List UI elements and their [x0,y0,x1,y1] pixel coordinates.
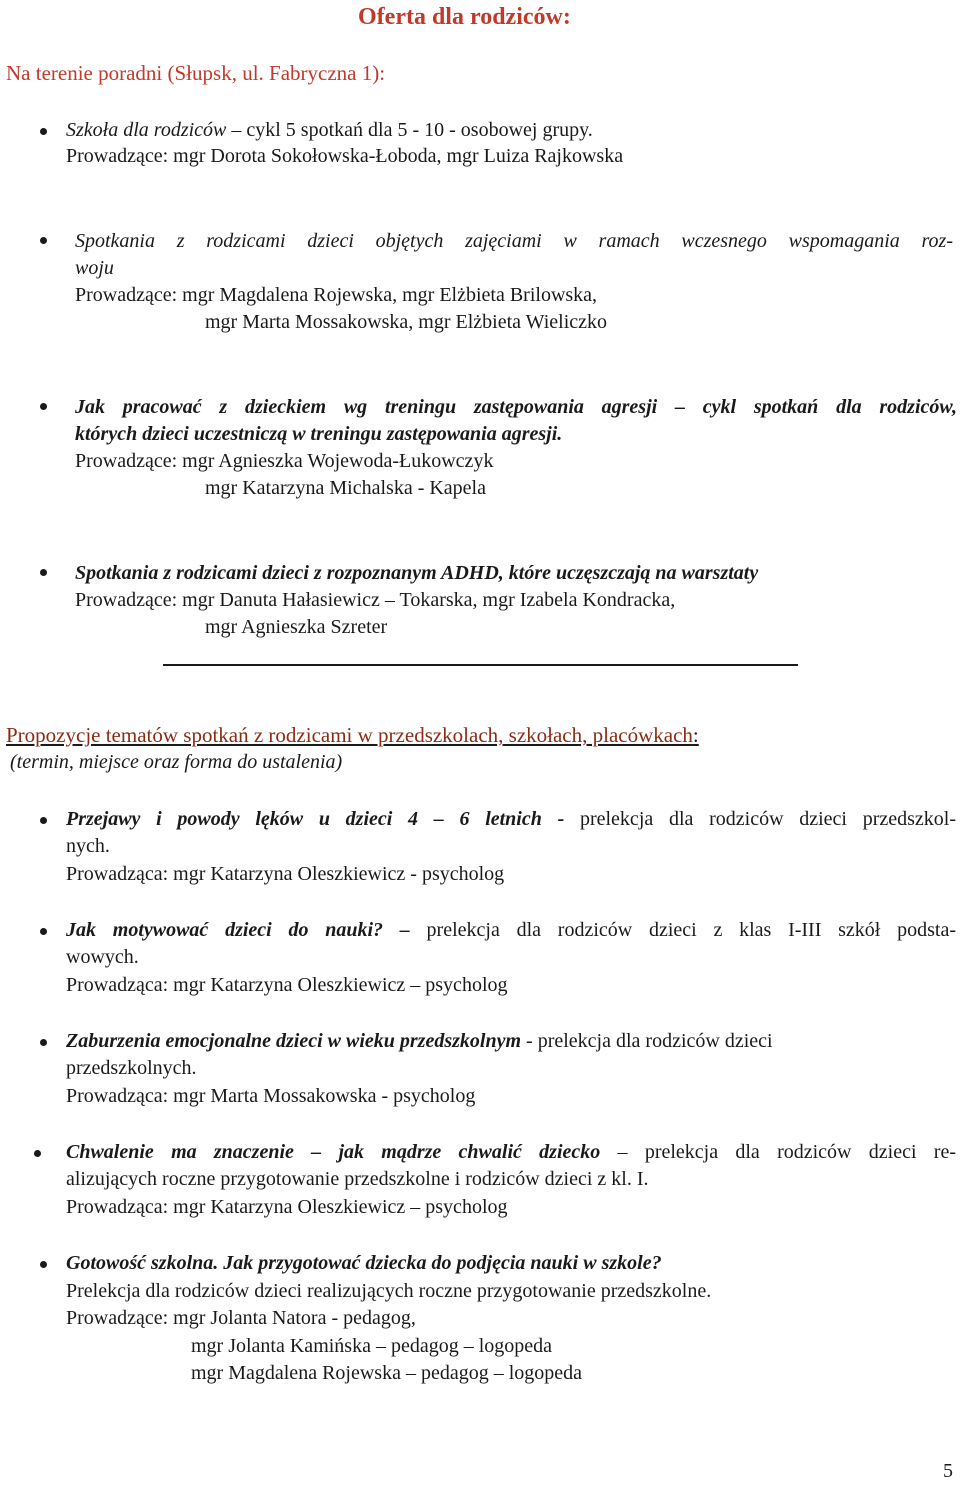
bullet-icon [40,237,47,244]
offer-2-title-line-2: woju [75,257,114,279]
topic-3-desc: - prelekcja dla rodziców dzieci [521,1030,773,1052]
bullet-icon [40,1039,47,1046]
bullet-icon [34,1150,41,1157]
offer-3-line-3: Prowadzące: mgr Agnieszka Wojewoda-Łukowczyk [75,450,494,472]
topic-3-line-2: przedszkolnych. [66,1057,197,1079]
topic-5-line-4: mgr Jolanta Kamińska – pedagog – logopeda [191,1335,553,1357]
topic-2-title: Jak motywować dzieci do nauki? – [66,919,410,941]
offer-3-line-4: mgr Katarzyna Michalska - Kapela [205,477,486,499]
offer-1-title: Szkoła dla rodziców [66,119,227,141]
section-heading-text: Propozycje tematów spotkań z rodzicami w przedszkolach, szkołach, placówkach [6,723,693,747]
topic-2-line-2: wowych. [66,946,139,968]
offer-4-line-3: mgr Agnieszka Szreter [205,616,388,638]
offer-2-title-line-1: Spotkania z rodzicami dzieci objętych zajęciami w ramach wczesnego wspomagania roz- [75,230,953,252]
page-number: 5 [943,1460,953,1482]
topic-2-line-1 [66,917,956,944]
topic-4-line-1 [66,1139,956,1166]
topic-4-line-2: alizujących roczne przygotowanie przedszkolne i rodziców dzieci z kl. I. [66,1168,649,1190]
topic-3-title: Zaburzenia emocjonalne dzieci w wieku przedszkolnym [66,1030,522,1052]
section-note: (termin, miejsce oraz forma do ustalenia) [10,751,343,773]
offer-4-line-2: Prowadzące: mgr Danuta Hałasiewicz – Tokarska, mgr Izabela Kondracka, [75,589,676,611]
topic-4-line-3: Prowadząca: mgr Katarzyna Oleszkiewicz – psycholog [66,1196,508,1218]
bullet-icon [40,1261,47,1268]
offer-4-title-line-1: Spotkania z rodzicami dzieci z rozpoznanym ADHD, które uczęszczają na warsztaty [75,562,759,584]
offer-1-line-1 [66,117,593,144]
bullet-icon [40,403,47,410]
offer-2-line-4: mgr Marta Mossakowska, mgr Elżbieta Wieliczko [205,311,608,333]
offer-2-line-3: Prowadzące: mgr Magdalena Rojewska, mgr Elżbieta Brilowska, [75,284,598,306]
topic-5-line-2: Prelekcja dla rodziców dzieci realizujących roczne przygotowanie przedszkolne. [66,1280,712,1302]
topic-2-desc: prelekcja dla rodziców dzieci z klas I-III szkół podsta- [409,919,956,941]
topic-5-title: Gotowość szkolna. Jak przygotować dziecka do podjęcia nauki w szkole? [66,1252,662,1274]
offer-3-title-line-2: których dzieci uczestniczą w treningu zastępowania agresji. [75,423,563,445]
page-title: Oferta dla rodziców: [358,4,571,30]
topic-4-desc: – prelekcja dla rodziców dzieci re- [600,1141,956,1163]
bullet-icon [40,128,47,135]
topic-3-line-3: Prowadząca: mgr Marta Mossakowska - psycholog [66,1085,476,1107]
offer-1-desc: – cykl 5 spotkań dla 5 - 10 - osobowej grupy. [226,119,593,141]
topic-1-line-3: Prowadząca: mgr Katarzyna Oleszkiewicz - psycholog [66,863,505,885]
topic-2-line-3: Prowadząca: mgr Katarzyna Oleszkiewicz – psycholog [66,974,508,996]
topic-5-line-3: Prowadzące: mgr Jolanta Natora - pedagog, [66,1307,416,1329]
location-heading: Na terenie poradni (Słupsk, ul. Fabryczna 1): [6,61,386,85]
bullet-icon [40,928,47,935]
section-heading [6,722,699,749]
bullet-icon [40,569,47,576]
topic-1-title: Przejawy i powody lęków u dzieci 4 – 6 letnich - [66,808,565,830]
section-heading-colon: : [692,723,699,747]
topic-1-line-1 [66,806,956,833]
offer-3-title-line-1: Jak pracować z dzieckiem wg treningu zastępowania agresji – cykl spotkań dla rodziców, [75,396,957,418]
topic-5-line-5: mgr Magdalena Rojewska – pedagog – logopeda [191,1362,583,1384]
topic-1-line-2: nych. [66,835,110,857]
divider-rule [163,664,798,666]
offer-1-line-2: Prowadzące: mgr Dorota Sokołowska-Łoboda, mgr Luiza Rajkowska [66,145,624,167]
topic-1-desc: prelekcja dla rodziców dzieci przedszkol- [564,808,956,830]
topic-3-line-1 [66,1028,773,1055]
bullet-icon [40,817,47,824]
topic-4-title: Chwalenie ma znaczenie – jak mądrze chwalić dziecko [66,1141,601,1163]
